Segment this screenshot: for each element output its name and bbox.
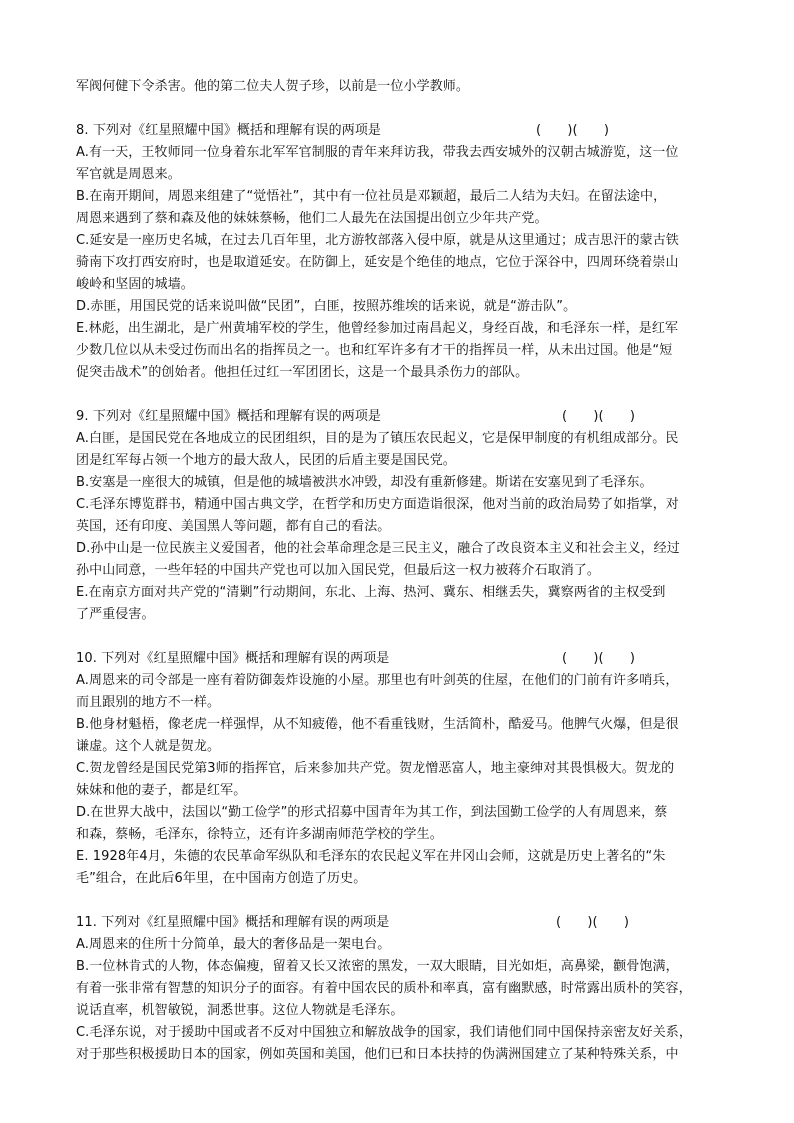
question-9-stem: 9. 下列对《红星照耀中国》概括和理解有误的两项是 xyxy=(76,409,382,424)
document-page xyxy=(76,76,736,1066)
question-10-answer-brackets: ( )( ) xyxy=(562,651,636,666)
question-11-line: A.周恩来的住所十分简单，最大的奢侈品是一架电台。 xyxy=(76,937,391,952)
question-10-line: E. 1928年4月，朱德的农民革命军纵队和毛泽东的农民起义军在井冈山会师，这就是历史上著名的“朱 xyxy=(76,849,666,864)
question-8-line: 峻岭和坚固的城墙。 xyxy=(76,277,194,292)
question-11-stem-row xyxy=(76,912,736,934)
question-9-line: 英国，还有印度、美国黑人等问题，都有自己的看法。 xyxy=(76,519,391,534)
question-8-line: 少数几位以从未受过伤而出名的指挥员之一。也和红军许多有才干的指挥员一样，从未出过国。他是“短 xyxy=(76,343,673,358)
question-8-line: 军官就是周恩来。 xyxy=(76,167,181,182)
intro-line: 军阀何健下令杀害。他的第二位夫人贺子珍，以前是一位小学教师。 xyxy=(76,79,470,94)
question-8-line: B.在南开期间，周恩来组建了“觉悟社”，其中有一位社员是邓颖超，最后二人结为夫妇。在留法途中， xyxy=(76,189,667,204)
question-11-line: 对于那些积极援助日本的国家，例如英国和美国，他们已和日本扶持的伪满洲国建立了某种特殊关系，中 xyxy=(76,1047,679,1062)
question-9-line: A.白匪，是国民党在各地成立的民团组织，目的是为了镇压农民起义，它是保甲制度的有机组成部分。民 xyxy=(76,431,679,446)
question-11-line: 说话直率，机智敏锐，洞悉世事。这位人物就是毛泽东。 xyxy=(76,1003,404,1018)
question-8-stem: 8. 下列对《红星照耀中国》概括和理解有误的两项是 xyxy=(76,123,382,138)
question-10-stem-row xyxy=(76,648,736,670)
question-8-line: 促突击战术”的创始者。他担任过红一军团团长，这是一个最具杀伤力的部队。 xyxy=(76,365,529,380)
question-9-line: 团是红军每占领一个地方的最大敌人，民团的后盾主要是国民党。 xyxy=(76,453,456,468)
question-10-line: A.周恩来的司令部是一座有着防御轰炸设施的小屋。那里也有叶剑英的住屋，在他们的门前有许多哨兵， xyxy=(76,673,679,688)
question-8-line: A.有一天，王牧师同一位身着东北军军官制服的青年来拜访我，带我去西安城外的汉朝古城游览，这一位 xyxy=(76,145,679,160)
question-11 xyxy=(76,912,736,1066)
question-9-line: C.毛泽东博览群书，精通中国古典文学，在哲学和历史方面造诣很深，他对当前的政治局势了如指掌，对 xyxy=(76,497,679,512)
question-10-line: 和森，蔡畅，毛泽东，徐特立，还有许多湖南师范学校的学生。 xyxy=(76,827,443,842)
question-10-stem: 10. 下列对《红星照耀中国》概括和理解有误的两项是 xyxy=(76,651,390,666)
question-8-line: C.延安是一座历史名城，在过去几百年里，北方游牧部落入侵中原，就是从这里通过；成吉思汗的蒙古铁 xyxy=(76,233,679,248)
question-11-answer-brackets: ( )( ) xyxy=(556,915,630,930)
question-10-line: 妹妹和他的妻子，都是红军。 xyxy=(76,783,247,798)
question-10-line: 毛”组合，在此后6年里，在中国南方创造了历史。 xyxy=(76,871,367,886)
question-9-line: 了严重侵害。 xyxy=(76,607,155,622)
question-8-answer-brackets: ( )( ) xyxy=(536,123,610,138)
question-8-line: D.赤匪，用国民党的话来说叫做“民团”，白匪，按照苏维埃的话来说，就是“游击队”。 xyxy=(76,299,577,314)
question-9-line: B.安塞是一座很大的城镇，但是他的城墙被洪水冲毁，却没有重新修建。斯诺在安塞见到了毛泽东。 xyxy=(76,475,653,490)
question-11-line: 有着一张非常有智慧的知识分子的面容。有着中国农民的质朴和率真，富有幽默感，时常露出质朴的笑容， xyxy=(76,981,692,996)
question-10 xyxy=(76,648,736,890)
question-10-line: C.贺龙曾经是国民党第3师的指挥官，后来参加共产党。贺龙憎恶富人，地主豪绅对其畏惧极大。贺龙的 xyxy=(76,761,675,776)
question-10-line: 谦虚。这个人就是贺龙。 xyxy=(76,739,221,754)
question-8-line: 骑南下攻打西安府时，也是取道延安。在防御上，延安是个绝佳的地点，它位于深谷中，四周环绕着崇山 xyxy=(76,255,679,270)
question-8-stem-row xyxy=(76,120,736,142)
question-11-line: C.毛泽东说，对于援助中国或者不反对中国独立和解放战争的国家，我们请他们同中国保持亲密友好关系， xyxy=(76,1025,693,1040)
question-10-line: B.他身材魁梧，像老虎一样强悍，从不知疲倦，他不看重钱财，生活简朴，酷爱马。他脾气火爆，但是很 xyxy=(76,717,679,732)
question-8-line: E.林彪，出生湖北，是广州黄埔军校的学生，他曾经参加过南昌起义，身经百战，和毛泽东一样，是红军 xyxy=(76,321,679,336)
question-9 xyxy=(76,406,736,626)
question-10-line: 而且跟别的地方不一样。 xyxy=(76,695,221,710)
question-9-answer-brackets: ( )( ) xyxy=(562,409,636,424)
question-11-stem: 11. 下列对《红星照耀中国》概括和理解有误的两项是 xyxy=(76,915,390,930)
question-9-line: 孙中山同意，一些年轻的中国共产党也可以加入国民党，但最后这一权力被蒋介石取消了。 xyxy=(76,563,601,578)
question-8 xyxy=(76,120,736,384)
question-10-line: D.在世界大战中，法国以“勤工俭学”的形式招募中国青年为其工作，到法国勤工俭学的人有周恩来，蔡 xyxy=(76,805,668,820)
question-11-line: B.一位林肯式的人物，体态偏瘦，留着又长又浓密的黑发，一双大眼睛，目光如炬，高鼻梁，颧骨饱满， xyxy=(76,959,679,974)
question-9-line: E.在南京方面对共产党的“清剿”行动期间，东北、上海、热河、冀东、相继丢失，冀察两省的主权受到 xyxy=(76,585,666,600)
question-9-stem-row xyxy=(76,406,736,428)
question-8-line: 周恩来遇到了蔡和森及他的妹妹蔡畅，他们二人最先在法国提出创立少年共产党。 xyxy=(76,211,548,226)
question-9-line: D.孙中山是一位民族主义爱国者，他的社会革命理念是三民主义，融合了改良资本主义和社会主义，经过 xyxy=(76,541,680,556)
